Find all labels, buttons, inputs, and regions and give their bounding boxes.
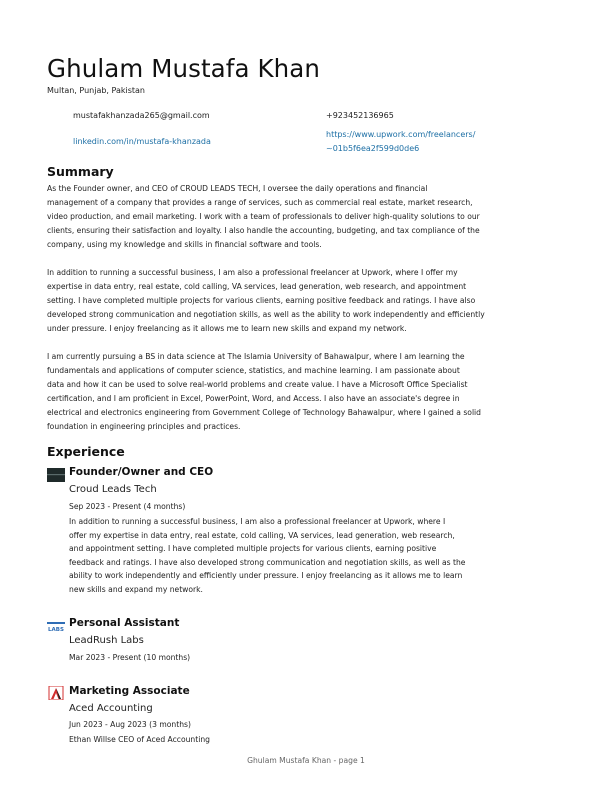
job-company: Aced Accounting [69, 703, 153, 714]
summary-body [47, 182, 562, 448]
summary-paragraph: In addition to running a successful business, I am also a professional freelancer at Upwork, where I offer my expertise in data entry, real estate, cold calling, VA services, lead generation, web research, and appointment setting. I have completed multiple projects for various clients, earning positive feedback and ratings. I have also developed strong communication and negotiation skills, as well as the ability to work independently and efficiently under pressure. I enjoy freelancing as it allows me to learn new skills and expand my network. [47, 268, 485, 333]
job-dates: Sep 2023 - Present (4 months) [69, 502, 186, 511]
job-title: Personal Assistant [69, 617, 180, 629]
phone-contact[interactable]: +923452136965 [326, 111, 394, 120]
person-location: Multan, Punjab, Pakistan [47, 86, 146, 95]
job-description: In addition to running a successful business, I am also a professional freelancer at Upwork, where I offer my expertise in data entry, real estate, cold calling, VA services, lead generation, web research, and appointment setting. I have completed multiple projects for various clients, earning positive feedback and ratings. I have also developed strong communication and negotiation skills, as well as the ability to work independently and efficiently under pressure. I enjoy freelancing as it allows me to learn new skills and expand my network. [69, 517, 466, 594]
experience-heading: Experience [47, 444, 125, 459]
job-title: Founder/Owner and CEO [69, 466, 214, 478]
summary-heading: Summary [47, 164, 114, 179]
upwork-link[interactable]: https://www.upwork.com/freelancers/ ~01b5f6ea2f599d0de6 [326, 130, 476, 153]
page-footer: Ghulam Mustafa Khan - page 1 [247, 756, 365, 765]
linkedin-link[interactable]: linkedin.com/in/mustafa-khanzada [73, 137, 211, 146]
leadrush-logo-text: LABS [48, 627, 64, 633]
email-contact[interactable]: mustafakhanzada265@gmail.com [73, 111, 210, 120]
job-company: Croud Leads Tech [69, 484, 157, 495]
croud-leads-logo-icon [47, 468, 65, 482]
summary-paragraph: As the Founder owner, and CEO of CROUD LEADS TECH, I oversee the daily operations and financial management of a company that provides a range of services, such as commercial real estate, market research, video production, and email marketing. I work with a team of professionals to deliver high-quality solutions to our clients, ensuring their satisfaction and loyalty. I also handle the accounting, budgeting, and tax compliance of the company, using my knowledge and skills in financial software and tools. [47, 184, 480, 249]
aced-accounting-logo-icon [47, 686, 65, 700]
job-dates: Mar 2023 - Present (10 months) [69, 653, 191, 662]
job-title: Marketing Associate [69, 685, 190, 697]
summary-paragraph: I am currently pursuing a BS in data science at The Islamia University of Bahawalpur, where I am learning the fundamentals and applications of computer science, statistics, and machine learning. I am passionate about data and how it can be used to solve real-world problems and create value. I have a Microsoft Office Specialist certification, and I am proficient in Excel, PowerPoint, Word, and Access. I also have an associate's degree in electrical and electronics engineering from Government College of Technology Bahawalpur, where I gained a solid foundation in engineering principles and practices. [47, 352, 481, 431]
job-company: LeadRush Labs [69, 635, 144, 646]
job-dates: Jun 2023 - Aug 2023 (3 months) [69, 720, 191, 729]
person-name: Ghulam Mustafa Khan [47, 54, 321, 83]
job-note: Ethan Willse CEO of Aced Accounting [69, 735, 210, 744]
leadrush-labs-logo-icon [47, 620, 65, 634]
